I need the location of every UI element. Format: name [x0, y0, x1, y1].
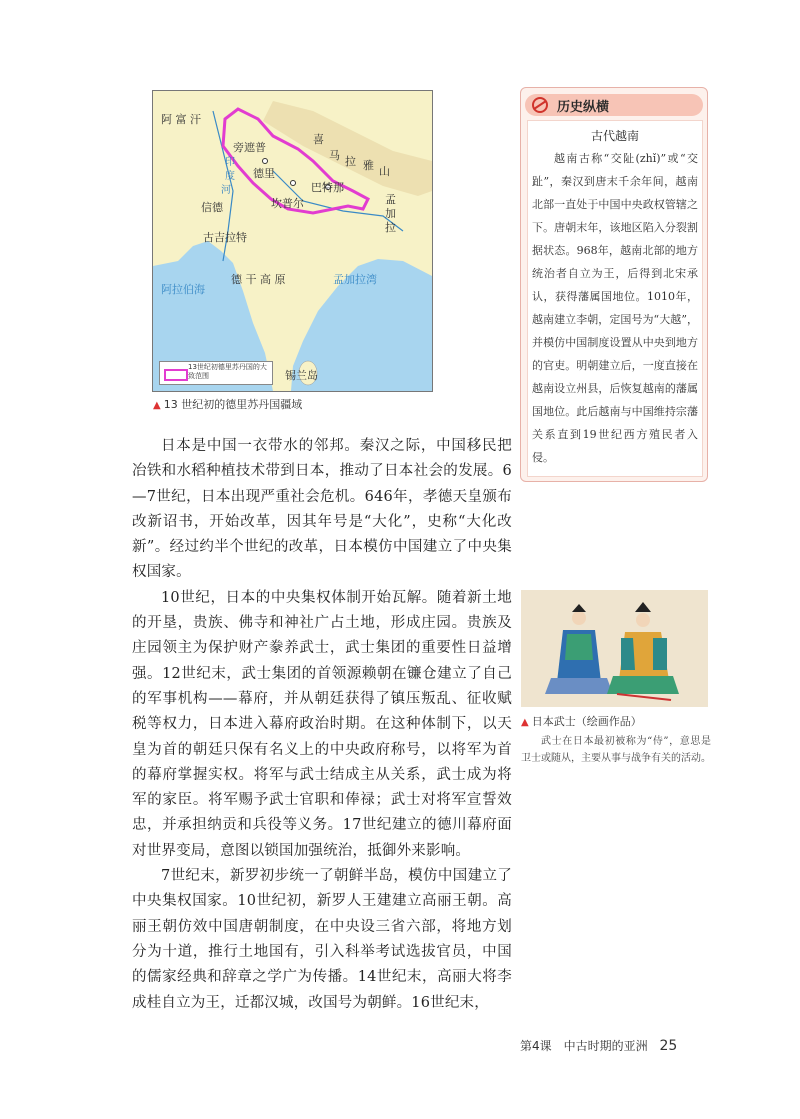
sidebar-subtitle: 古代越南: [590, 129, 639, 143]
sidebar-title: 历史纵横: [557, 100, 610, 115]
label-deccan: 德 干 高 原: [231, 273, 286, 286]
label-himalaya-5: 山: [379, 165, 390, 178]
label-sindh: 信德: [201, 201, 223, 214]
sidebar-header: [525, 94, 703, 116]
label-indus-3: 河: [221, 185, 231, 196]
label-kanpur: 坎普尔: [271, 197, 304, 210]
legend-swatch: [164, 369, 188, 381]
map-caption: ▲ 13 世纪初的德里苏丹国疆域: [153, 398, 303, 411]
main-text: [132, 434, 512, 1016]
samurai-painting: [521, 590, 708, 707]
label-ceylon: 锡兰岛: [285, 369, 318, 382]
label-afghanistan: 阿 富 汗: [161, 113, 201, 126]
label-indus-2: 度: [225, 171, 235, 182]
triangle-icon: ▲: [521, 717, 529, 728]
delhi-sultanate-map: [152, 90, 433, 392]
history-logo-icon: [531, 96, 549, 114]
label-bay-of-bengal: 孟加拉湾: [333, 273, 377, 286]
label-delhi: 德里: [253, 167, 275, 180]
samurai-caption: ▲ 日本武士（绘画作品）: [521, 715, 642, 728]
lesson-title: 第4课 中古时期的亚洲: [520, 1039, 648, 1053]
label-gujarat: 古吉拉特: [203, 231, 247, 244]
paragraph-japan: 日本是中国一衣带水的邻邦。秦汉之际，中国移民把冶铁和水稻种植技术带到日本，推动了日本社会的发展。6—7世纪，日本出现严重社会危机。646年，孝德天皇颁布改新诏书，开始改革，因其年号是“大化”，史称“大化改新”。经过约半个世纪的改革，日本模仿中国建立了中央集权国家。: [132, 438, 512, 581]
history-sidebar: [520, 87, 708, 482]
label-himalaya-2: 马: [329, 149, 340, 162]
label-himalaya-1: 喜: [313, 133, 324, 146]
label-himalaya-4: 雅: [363, 159, 374, 172]
paragraph-shogunate: 10世纪，日本的中央集权体制开始瓦解。随着新土地的开垦，贵族、佛寺和神社广占土地，形成庄园。贵族及庄园领主为保护财产豢养武士，武士集团的重要性日益增强。12世纪末，武士集团的首领源赖朝在镰仓建立了自己的军事机构——幕府，并从朝廷获得了镇压叛乱、征收赋税等权力，日本进入幕府政治时期。在这种体制下，以天皇为首的朝廷只保有名义上的中央政府称号，以将军为首的幕府掌握实权。将军与武士结成主从关系，武士成为将军的家臣。将军赐予武士官职和俸禄；武士对将军宣誓效忠，并承担纳贡和兵役等义务。17世纪建立的德川幕府面对世界变局，意图以锁国加强统治，抵御外来影响。: [132, 589, 512, 859]
label-bengal-3: 拉: [385, 221, 396, 234]
samurai-caption-block: [521, 713, 711, 767]
label-bengal-2: 加: [385, 207, 396, 220]
page-footer: [520, 1037, 677, 1054]
map-graphic: [153, 91, 432, 391]
label-himalaya-3: 拉: [345, 155, 356, 168]
triangle-icon: ▲: [153, 400, 161, 411]
label-punjab: 旁遮普: [233, 141, 266, 154]
map-legend: [159, 361, 273, 385]
paragraph-korea: 7世纪末，新罗初步统一了朝鲜半岛，模仿中国建立了中央集权国家。10世纪初，新罗人王建建立高丽王朝。高丽王朝仿效中国唐朝制度，在中央设三省六部，将地方划分为十道，推行土地国有，引入科举考试选拔官员，中国的儒家经典和辞章之学广为传播。14世纪末，高丽大将李成桂自立为王，迁都汉城，改国号为朝鲜。16世纪末，: [132, 868, 512, 1011]
samurai-description: 武士在日本最初被称为“侍”，意思是卫士或随从，主要从事与战争有关的活动。: [521, 736, 711, 764]
sidebar-text: 越南古称“交阯(zhǐ)”或“交趾”，秦汉到唐末千余年间，越南北部一直处于中国中央政权管辖之下。唐朝末年，该地区陷入分裂割据状态。968年，越南北部的地方统治者自立为王，后得到北宋承认，获得藩属国地位。1010年，越南建立李朝，定国号为“大越”，并模仿中国制度设置从中央到地方的官吏。明朝建立后，一度直接在越南设立州县，后恢复越南的藩属国地位。此后越南与中国维持宗藩关系直到19世纪西方殖民者入侵。: [532, 152, 698, 464]
sidebar-body: [527, 120, 703, 477]
label-indus-1: 印: [225, 157, 235, 168]
label-arabian-sea: 阿拉伯海: [161, 283, 205, 296]
label-bengal-1: 孟: [385, 193, 396, 206]
samurai-illustration: [521, 590, 708, 707]
label-patna: 巴特那: [311, 181, 344, 194]
legend-text: 13世纪初德里苏丹国的大致范围: [188, 363, 267, 380]
page-number: 25: [659, 1038, 678, 1054]
